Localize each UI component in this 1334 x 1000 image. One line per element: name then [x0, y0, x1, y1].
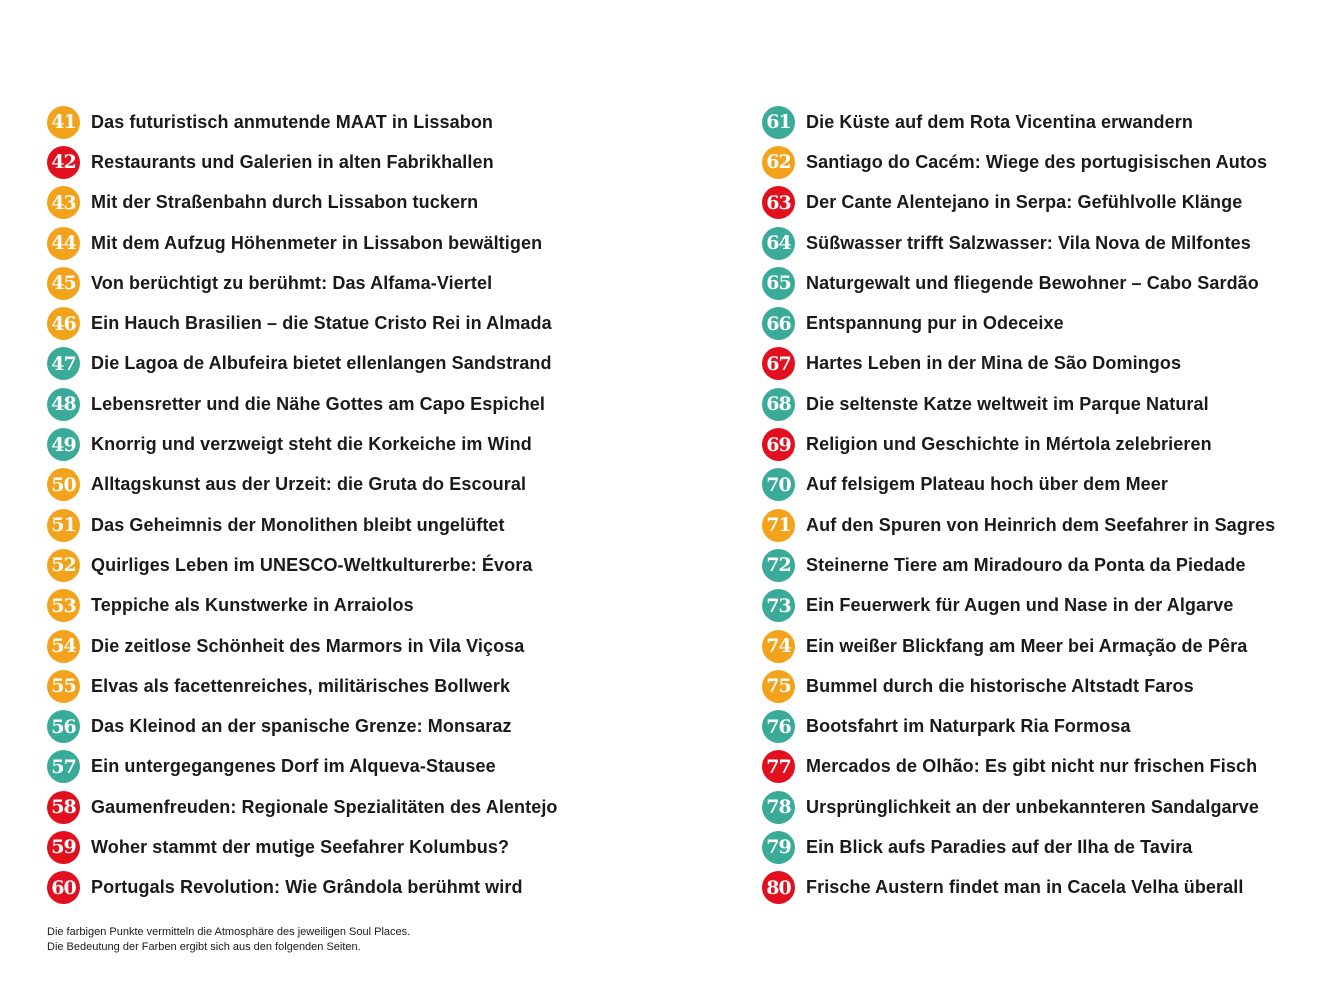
number-badge: 61: [762, 106, 795, 139]
entry-title: Religion und Geschichte in Mértola zelebrieren: [806, 434, 1212, 455]
list-item: [762, 465, 1322, 505]
list-item: [762, 223, 1322, 263]
entry-title: Die Lagoa de Albufeira bietet ellenlangen Sandstrand: [91, 353, 552, 374]
list-item: [762, 505, 1322, 545]
number-badge: 75: [762, 670, 795, 703]
entry-title: Bootsfahrt im Naturpark Ria Formosa: [806, 716, 1131, 737]
entry-title: Alltagskunst aus der Urzeit: die Gruta do Escoural: [91, 474, 527, 495]
list-item: [47, 384, 727, 424]
list-item: [47, 545, 727, 585]
number-badge: 54: [47, 630, 80, 663]
list-item: [47, 827, 727, 867]
number-badge: 72: [762, 549, 795, 582]
list-item: [762, 747, 1322, 787]
number-badge: 64: [762, 227, 795, 260]
entry-title: Lebensretter und die Nähe Gottes am Capo Espichel: [91, 393, 546, 414]
list-item: [762, 263, 1322, 303]
entry-title: Die Küste auf dem Rota Vicentina erwandern: [806, 111, 1193, 132]
entry-title: Santiago do Cacém: Wiege des portugisischen Autos: [806, 151, 1268, 172]
list-item: [47, 586, 727, 626]
number-badge: 71: [762, 509, 795, 542]
list-item: [762, 868, 1322, 908]
entry-title: Die seltenste Katze weltweit im Parque Natural: [806, 393, 1209, 414]
entry-title: Knorrig und verzweigt steht die Korkeiche im Wind: [91, 434, 532, 455]
number-badge: 68: [762, 388, 795, 421]
entry-title: Mit der Straßenbahn durch Lissabon tuckern: [91, 192, 479, 213]
entry-title: Teppiche als Kunstwerke in Arraiolos: [91, 595, 414, 616]
right-column: [762, 102, 1322, 908]
footnote-line-2: Die Bedeutung der Farben ergibt sich aus den folgenden Seiten.: [47, 941, 361, 953]
number-badge: 41: [47, 106, 80, 139]
list-item: [47, 666, 727, 706]
entry-title: Von berüchtigt zu berühmt: Das Alfama-Viertel: [91, 272, 493, 293]
number-badge: 66: [762, 307, 795, 340]
entry-title: Auf felsigem Plateau hoch über dem Meer: [806, 474, 1168, 495]
entry-title: Ein weißer Blickfang am Meer bei Armação de Pêra: [806, 635, 1248, 656]
number-badge: 57: [47, 750, 80, 783]
number-badge: 62: [762, 146, 795, 179]
list-item: [762, 706, 1322, 746]
list-item: [762, 384, 1322, 424]
list-item: [47, 344, 727, 384]
list-item: [47, 868, 727, 908]
list-item: [47, 505, 727, 545]
entry-title: Mercados de Olhão: Es gibt nicht nur frischen Fisch: [806, 756, 1258, 777]
entry-title: Die zeitlose Schönheit des Marmors in Vila Viçosa: [91, 635, 525, 656]
number-badge: 74: [762, 630, 795, 663]
list-item: [762, 827, 1322, 867]
list-item: [762, 545, 1322, 585]
list-item: [762, 303, 1322, 343]
entry-title: Naturgewalt und fliegende Bewohner – Cabo Sardão: [806, 272, 1259, 293]
list-item: [47, 706, 727, 746]
number-badge: 77: [762, 750, 795, 783]
list-item: [47, 626, 727, 666]
number-badge: 53: [47, 589, 80, 622]
number-badge: 49: [47, 428, 80, 461]
number-badge: 46: [47, 307, 80, 340]
footnote-line-1: Die farbigen Punkte vermitteln die Atmosphäre des jeweiligen Soul Places.: [47, 926, 411, 938]
list-item: [47, 223, 727, 263]
entry-title: Ursprünglichkeit an der unbekannteren Sandalgarve: [806, 796, 1260, 817]
number-badge: 44: [47, 227, 80, 260]
number-badge: 45: [47, 267, 80, 300]
entry-title: Frische Austern findet man in Cacela Velha überall: [806, 877, 1244, 898]
number-badge: 73: [762, 589, 795, 622]
entry-title: Steinerne Tiere am Miradouro da Ponta da Piedade: [806, 554, 1246, 575]
list-item: [47, 183, 727, 223]
list-item: [47, 142, 727, 182]
list-item: [762, 586, 1322, 626]
number-badge: 65: [762, 267, 795, 300]
entry-title: Ein untergegangenes Dorf im Alqueva-Stausee: [91, 756, 496, 777]
list-item: [762, 102, 1322, 142]
entry-title: Mit dem Aufzug Höhenmeter in Lissabon bewältigen: [91, 232, 543, 253]
entry-title: Woher stammt der mutige Seefahrer Kolumbus?: [91, 836, 510, 857]
entry-title: Bummel durch die historische Altstadt Faros: [806, 675, 1194, 696]
list-item: [47, 102, 727, 142]
left-column: [47, 102, 727, 908]
entry-title: Elvas als facettenreiches, militärisches Bollwerk: [91, 675, 511, 696]
number-badge: 69: [762, 428, 795, 461]
entry-title: Das Geheimnis der Monolithen bleibt ungelüftet: [91, 514, 505, 535]
list-item: [47, 787, 727, 827]
entry-title: Auf den Spuren von Heinrich dem Seefahrer in Sagres: [806, 514, 1276, 535]
number-badge: 58: [47, 791, 80, 824]
number-badge: 51: [47, 509, 80, 542]
list-item: [47, 465, 727, 505]
entry-title: Hartes Leben in der Mina de São Domingos: [806, 353, 1182, 374]
list-item: [762, 626, 1322, 666]
entry-title: Gaumenfreuden: Regionale Spezialitäten des Alentejo: [91, 796, 558, 817]
entry-title: Ein Feuerwerk für Augen und Nase in der Algarve: [806, 595, 1234, 616]
list-item: [762, 344, 1322, 384]
number-badge: 67: [762, 347, 795, 380]
entry-title: Süßwasser trifft Salzwasser: Vila Nova de Milfontes: [806, 232, 1251, 253]
list-item: [762, 424, 1322, 464]
list-item: [762, 666, 1322, 706]
entry-title: Das Kleinod an der spanische Grenze: Monsaraz: [91, 716, 512, 737]
entry-title: Portugals Revolution: Wie Grândola berühmt wird: [91, 877, 523, 898]
number-badge: 47: [47, 347, 80, 380]
list-item: [47, 263, 727, 303]
number-badge: 79: [762, 831, 795, 864]
number-badge: 70: [762, 468, 795, 501]
entry-title: Quirliges Leben im UNESCO-Weltkulturerbe: Évora: [91, 554, 533, 575]
number-badge: 52: [47, 549, 80, 582]
entry-title: Ein Hauch Brasilien – die Statue Cristo Rei in Almada: [91, 313, 552, 334]
list-item: [47, 747, 727, 787]
entry-title: Das futuristisch anmutende MAAT in Lissabon: [91, 111, 494, 132]
number-badge: 63: [762, 186, 795, 219]
number-badge: 42: [47, 146, 80, 179]
number-badge: 50: [47, 468, 80, 501]
number-badge: 56: [47, 710, 80, 743]
number-badge: 55: [47, 670, 80, 703]
entry-title: Ein Blick aufs Paradies auf der Ilha de Tavira: [806, 836, 1193, 857]
number-badge: 60: [47, 871, 80, 904]
list-item: [47, 424, 727, 464]
list-item: [762, 787, 1322, 827]
number-badge: 43: [47, 186, 80, 219]
list-item: [47, 303, 727, 343]
list-item: [762, 183, 1322, 223]
number-badge: 80: [762, 871, 795, 904]
entry-title: Der Cante Alentejano in Serpa: Gefühlvolle Klänge: [806, 192, 1243, 213]
number-badge: 59: [47, 831, 80, 864]
entry-title: Entspannung pur in Odeceixe: [806, 313, 1064, 334]
number-badge: 78: [762, 791, 795, 824]
number-badge: 76: [762, 710, 795, 743]
footnote: [47, 925, 410, 955]
entry-title: Restaurants und Galerien in alten Fabrikhallen: [91, 151, 494, 172]
number-badge: 48: [47, 388, 80, 421]
list-item: [762, 142, 1322, 182]
